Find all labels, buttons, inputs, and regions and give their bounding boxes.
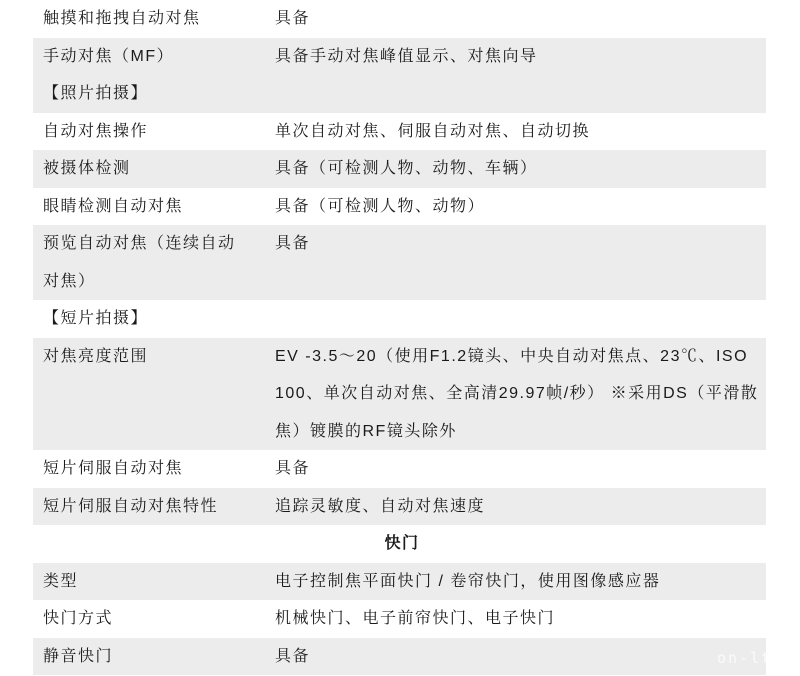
- spec-row: [33, 563, 766, 601]
- spec-value: 单次自动对焦、伺服自动对焦、自动切换: [275, 122, 591, 140]
- spec-row: [33, 150, 766, 188]
- spec-value: 具备: [275, 460, 311, 477]
- spec-value: EV -3.5～20（使用F1.2镜头、中央自动对焦点、23℃、ISO 100、单次自动对焦、全高清29.97帧/秒） ※采用DS（平滑散焦）镀膜的RF镜头除外: [275, 347, 759, 440]
- spec-value: 具备手动对焦峰值显示、对焦向导: [275, 47, 538, 65]
- spec-label: 短片伺服自动对焦特性: [43, 497, 219, 515]
- spec-value: 具备（可检测人物、动物）: [275, 197, 486, 215]
- spec-label: 短片伺服自动对焦: [43, 460, 184, 477]
- spec-label: 预览自动对焦（连续自动对焦）: [43, 235, 236, 290]
- spec-row: [33, 338, 766, 451]
- spec-row: [33, 638, 766, 676]
- spec-row: [33, 600, 766, 638]
- spec-value: 具备: [275, 235, 311, 252]
- spec-row: [33, 488, 766, 526]
- spec-value: 机械快门、电子前帘快门、电子快门: [275, 610, 556, 627]
- spec-row: [33, 225, 766, 300]
- spec-label: 自动对焦操作: [43, 122, 149, 140]
- spec-value: 追踪灵敏度、自动对焦速度: [275, 497, 486, 515]
- spec-value: 具备（可检测人物、动物、车辆）: [275, 160, 538, 177]
- spec-row: [33, 188, 766, 226]
- spec-row: [33, 0, 766, 38]
- spec-label: 快门方式: [43, 610, 114, 627]
- spec-label: 类型: [43, 572, 79, 590]
- section-label-row: [33, 300, 766, 338]
- spec-row: [33, 38, 766, 76]
- spec-label: 对焦亮度范围: [43, 347, 149, 365]
- spec-value: 电子控制焦平面快门 / 卷帘快门，使用图像感应器: [275, 572, 661, 590]
- spec-label: 手动对焦（MF）: [43, 47, 175, 65]
- spec-row: [33, 113, 766, 151]
- spec-row: [33, 450, 766, 488]
- spec-label: 被摄体检测: [43, 160, 131, 177]
- spec-value: 具备: [275, 10, 311, 27]
- watermark: on-lt.: [717, 649, 784, 667]
- section-title: 快门: [384, 535, 420, 552]
- section-title-row: [33, 525, 766, 563]
- section-label-row: [33, 75, 766, 113]
- spec-value: 具备: [275, 647, 311, 665]
- section-label: 【短片拍摄】: [43, 310, 149, 327]
- spec-label: 眼睛检测自动对焦: [43, 197, 184, 215]
- spec-label: 触摸和拖拽自动对焦: [43, 10, 201, 27]
- spec-label: 静音快门: [43, 647, 114, 665]
- section-label: 【照片拍摄】: [43, 85, 149, 102]
